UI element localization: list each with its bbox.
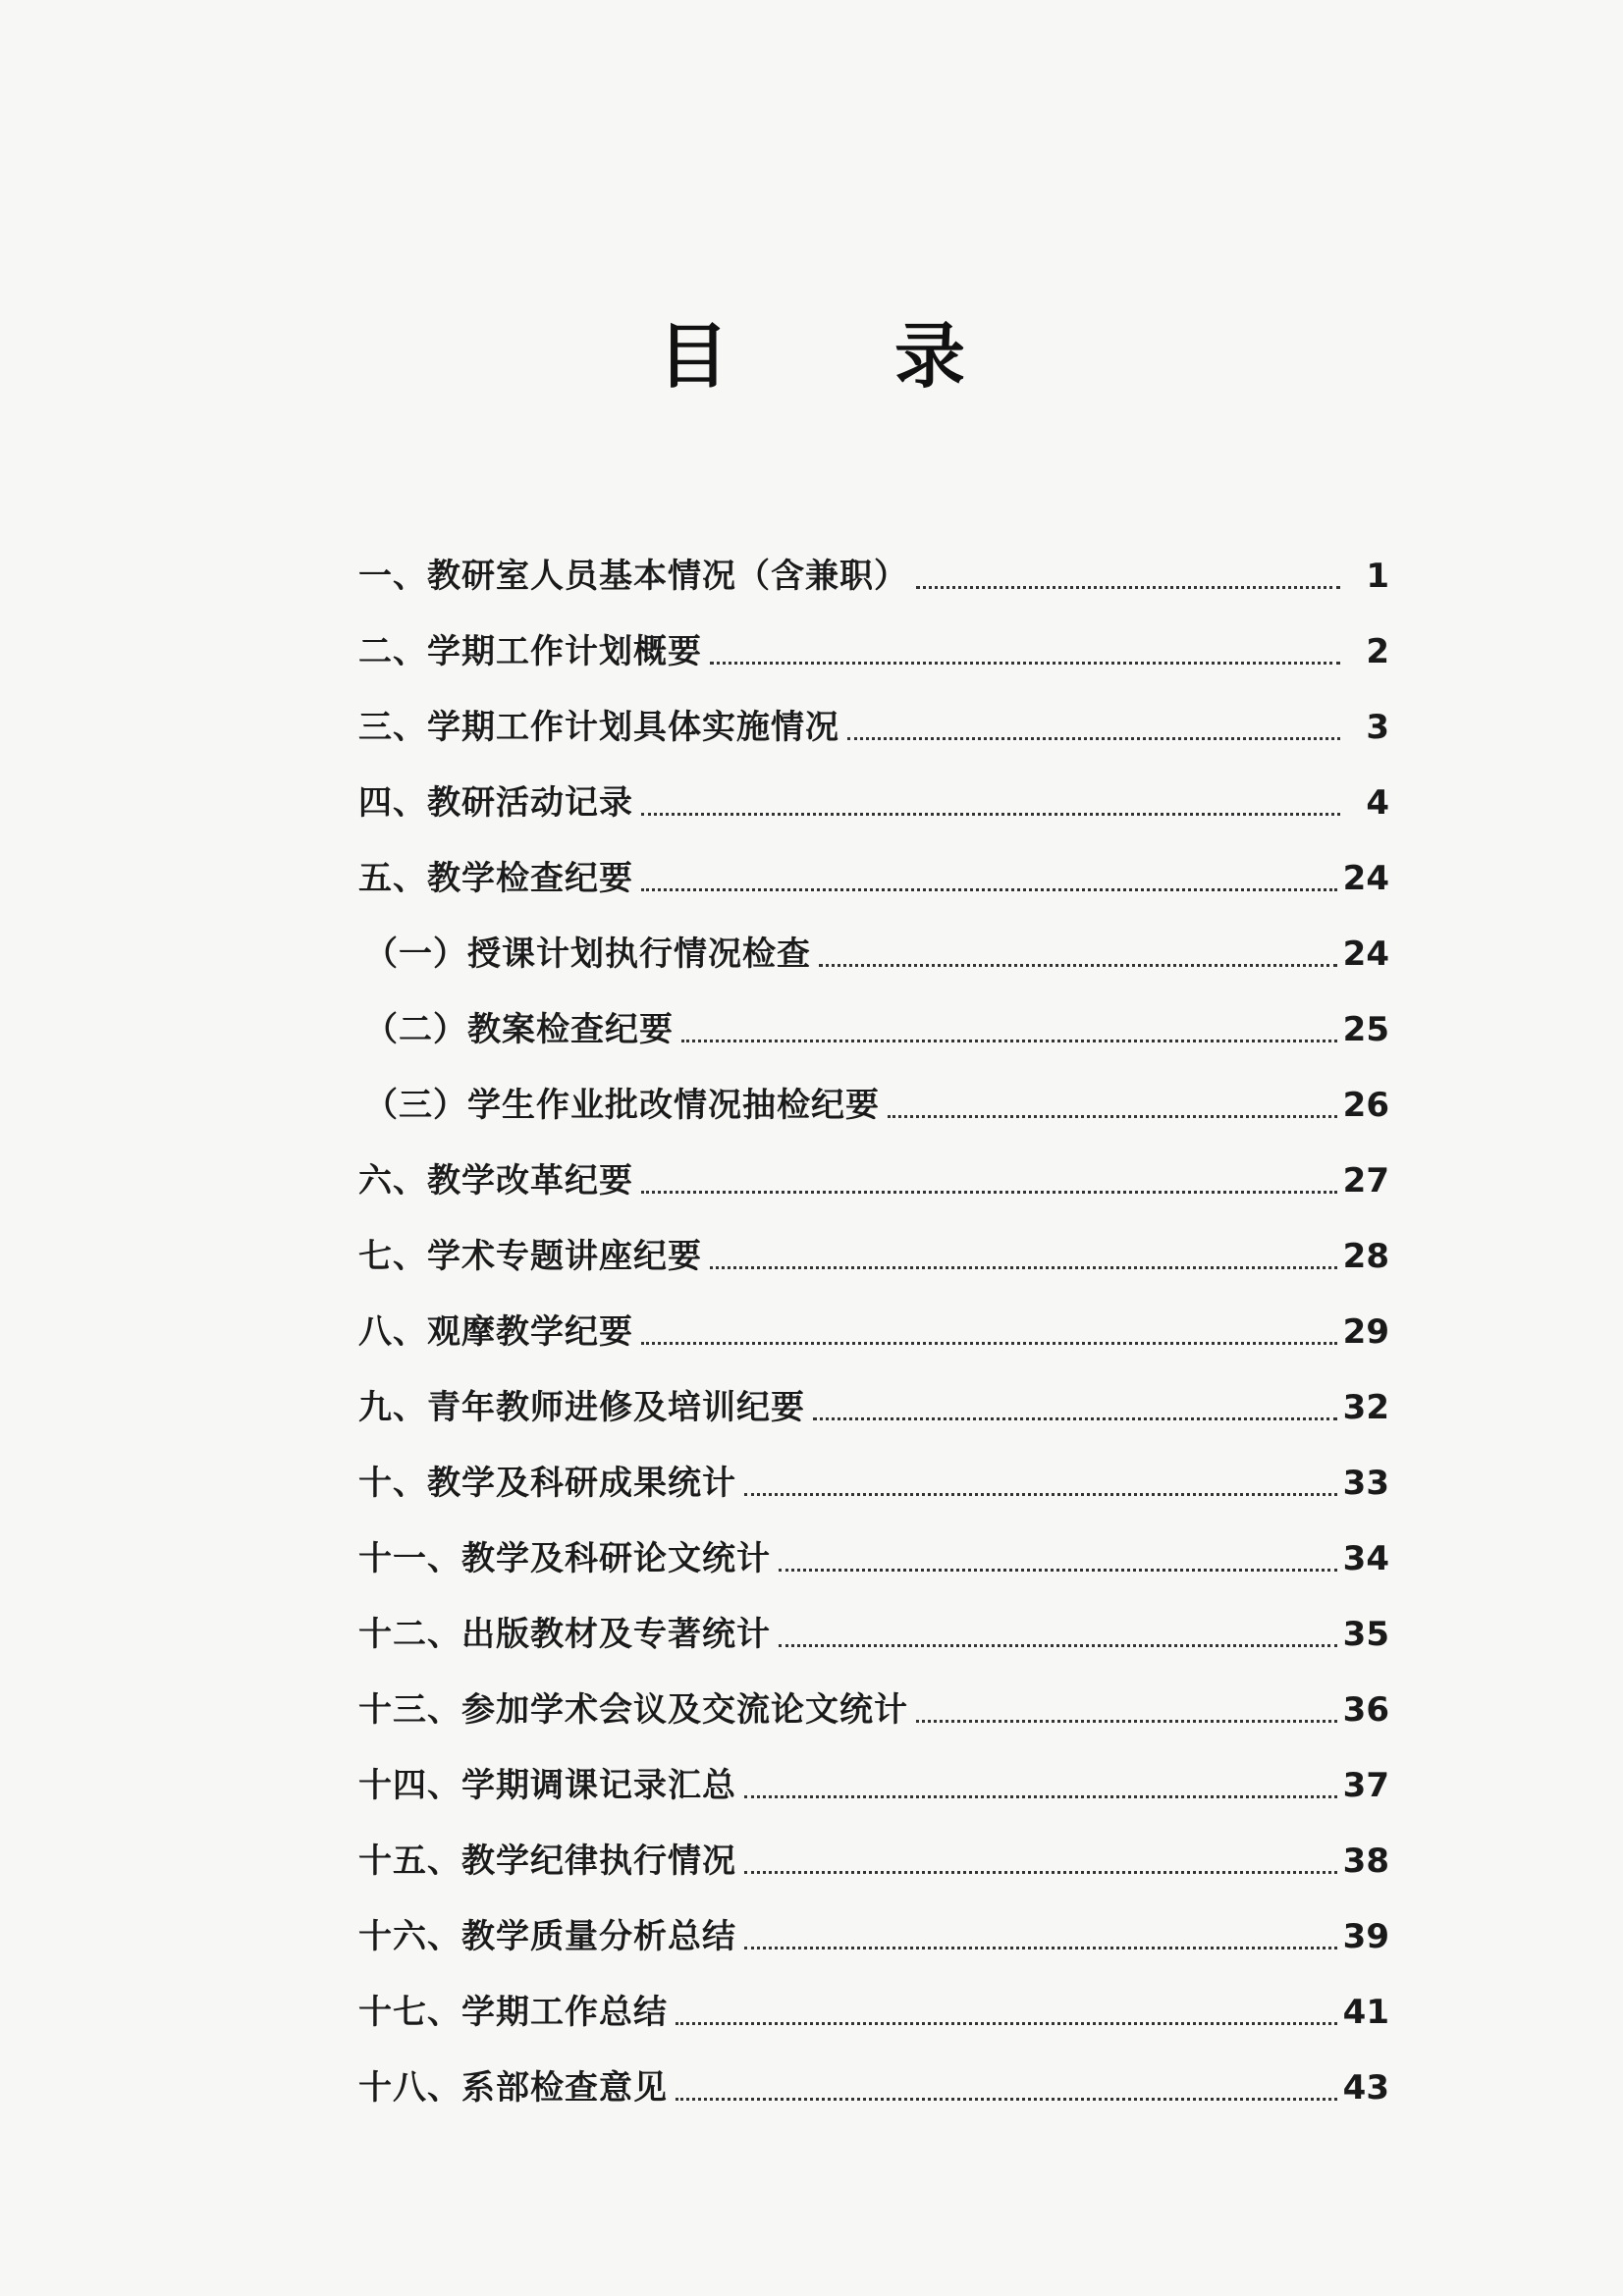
toc-entry-label: 十三、参加学术会议及交流论文统计 bbox=[358, 1690, 908, 1730]
dot-leader bbox=[676, 2022, 1337, 2025]
toc-entry[interactable] bbox=[358, 1432, 1389, 1508]
toc-entry-label: 十四、学期调课记录汇总 bbox=[358, 1766, 736, 1805]
toc-entry-page-number: 25 bbox=[1342, 1010, 1389, 1049]
dot-leader bbox=[681, 1040, 1337, 1042]
dot-leader bbox=[641, 888, 1337, 891]
toc-entry-page-number: 34 bbox=[1342, 1539, 1389, 1578]
toc-entry-page-number: 28 bbox=[1342, 1237, 1389, 1276]
toc-entry-label: 四、教研活动记录 bbox=[358, 783, 633, 823]
dot-leader bbox=[744, 1493, 1337, 1496]
toc-entry-label: （二）教案检查纪要 bbox=[364, 1010, 674, 1049]
toc-entry-page-number: 24 bbox=[1342, 934, 1389, 974]
toc-entry[interactable] bbox=[358, 1357, 1389, 1432]
page-title: 目 录 bbox=[657, 314, 1037, 398]
toc-entry[interactable] bbox=[358, 979, 1389, 1054]
toc-entry-label: （一）授课计划执行情况检查 bbox=[364, 934, 811, 974]
dot-leader bbox=[813, 1417, 1337, 1420]
toc-entry-page-number: 3 bbox=[1366, 708, 1389, 747]
toc-entry-page-number: 41 bbox=[1342, 1993, 1389, 2032]
toc-entry-label: 五、教学检查纪要 bbox=[358, 859, 633, 898]
toc-entry[interactable] bbox=[358, 1810, 1389, 1886]
toc-entry-page-number: 26 bbox=[1342, 1086, 1389, 1125]
toc-entry[interactable] bbox=[358, 2037, 1389, 2112]
toc-entry-page-number: 35 bbox=[1342, 1615, 1389, 1654]
toc-entry-label: 一、教研室人员基本情况（含兼职） bbox=[358, 557, 908, 596]
toc-entry-page-number: 29 bbox=[1342, 1312, 1389, 1352]
dot-leader bbox=[676, 2098, 1337, 2101]
toc-entry-page-number: 36 bbox=[1342, 1690, 1389, 1730]
toc-entry-page-number: 2 bbox=[1366, 632, 1389, 671]
toc-entry-page-number: 37 bbox=[1342, 1766, 1389, 1805]
toc-entry[interactable] bbox=[358, 1205, 1389, 1281]
dot-leader bbox=[744, 1795, 1337, 1798]
dot-leader bbox=[641, 1191, 1337, 1194]
toc-entry-label: 六、教学改革纪要 bbox=[358, 1161, 633, 1201]
toc-entry[interactable] bbox=[358, 525, 1389, 601]
toc-entry[interactable] bbox=[358, 1961, 1389, 2037]
toc-entry-label: （三）学生作业批改情况抽检纪要 bbox=[364, 1086, 880, 1125]
toc-entry-page-number: 1 bbox=[1366, 557, 1389, 596]
table-of-contents bbox=[358, 525, 1389, 2112]
toc-entry-label: 八、观摩教学纪要 bbox=[358, 1312, 633, 1352]
toc-entry-page-number: 27 bbox=[1342, 1161, 1389, 1201]
dot-leader bbox=[641, 813, 1340, 816]
toc-entry[interactable] bbox=[358, 676, 1389, 752]
dot-leader bbox=[710, 662, 1340, 665]
toc-entry[interactable] bbox=[358, 903, 1389, 979]
dot-leader bbox=[847, 737, 1340, 740]
toc-entry-label: 十五、教学纪律执行情况 bbox=[358, 1842, 736, 1881]
toc-entry[interactable] bbox=[358, 1659, 1389, 1735]
toc-entry[interactable] bbox=[358, 1508, 1389, 1583]
dot-leader bbox=[744, 1947, 1337, 1949]
dot-leader bbox=[819, 964, 1337, 967]
dot-leader bbox=[779, 1569, 1337, 1572]
toc-entry-page-number: 4 bbox=[1366, 783, 1389, 823]
toc-entry[interactable] bbox=[358, 828, 1389, 903]
toc-entry-label: 二、学期工作计划概要 bbox=[358, 632, 702, 671]
dot-leader bbox=[641, 1342, 1337, 1345]
toc-entry[interactable] bbox=[358, 601, 1389, 676]
toc-entry[interactable] bbox=[358, 1130, 1389, 1205]
dot-leader bbox=[888, 1115, 1337, 1118]
toc-entry-page-number: 43 bbox=[1342, 2068, 1389, 2108]
toc-entry-label: 十、教学及科研成果统计 bbox=[358, 1464, 736, 1503]
toc-entry[interactable] bbox=[358, 1054, 1389, 1130]
toc-entry[interactable] bbox=[358, 752, 1389, 828]
toc-entry-label: 十六、教学质量分析总结 bbox=[358, 1917, 736, 1956]
toc-entry-page-number: 39 bbox=[1342, 1917, 1389, 1956]
toc-entry-label: 十一、教学及科研论文统计 bbox=[358, 1539, 771, 1578]
toc-entry-label: 三、学期工作计划具体实施情况 bbox=[358, 708, 839, 747]
toc-entry[interactable] bbox=[358, 1281, 1389, 1357]
toc-entry-page-number: 32 bbox=[1342, 1388, 1389, 1427]
toc-entry-label: 十八、系部检查意见 bbox=[358, 2068, 668, 2108]
dot-leader bbox=[779, 1644, 1337, 1647]
toc-entry[interactable] bbox=[358, 1886, 1389, 1961]
toc-entry-label: 九、青年教师进修及培训纪要 bbox=[358, 1388, 805, 1427]
toc-entry-label: 十二、出版教材及专著统计 bbox=[358, 1615, 771, 1654]
toc-entry-page-number: 38 bbox=[1342, 1842, 1389, 1881]
toc-entry[interactable] bbox=[358, 1735, 1389, 1810]
toc-entry-label: 十七、学期工作总结 bbox=[358, 1993, 668, 2032]
dot-leader bbox=[916, 586, 1340, 589]
dot-leader bbox=[744, 1871, 1337, 1874]
toc-entry-page-number: 24 bbox=[1342, 859, 1389, 898]
dot-leader bbox=[710, 1266, 1337, 1269]
dot-leader bbox=[916, 1720, 1337, 1723]
toc-entry-page-number: 33 bbox=[1342, 1464, 1389, 1503]
toc-entry-label: 七、学术专题讲座纪要 bbox=[358, 1237, 702, 1276]
toc-entry[interactable] bbox=[358, 1583, 1389, 1659]
